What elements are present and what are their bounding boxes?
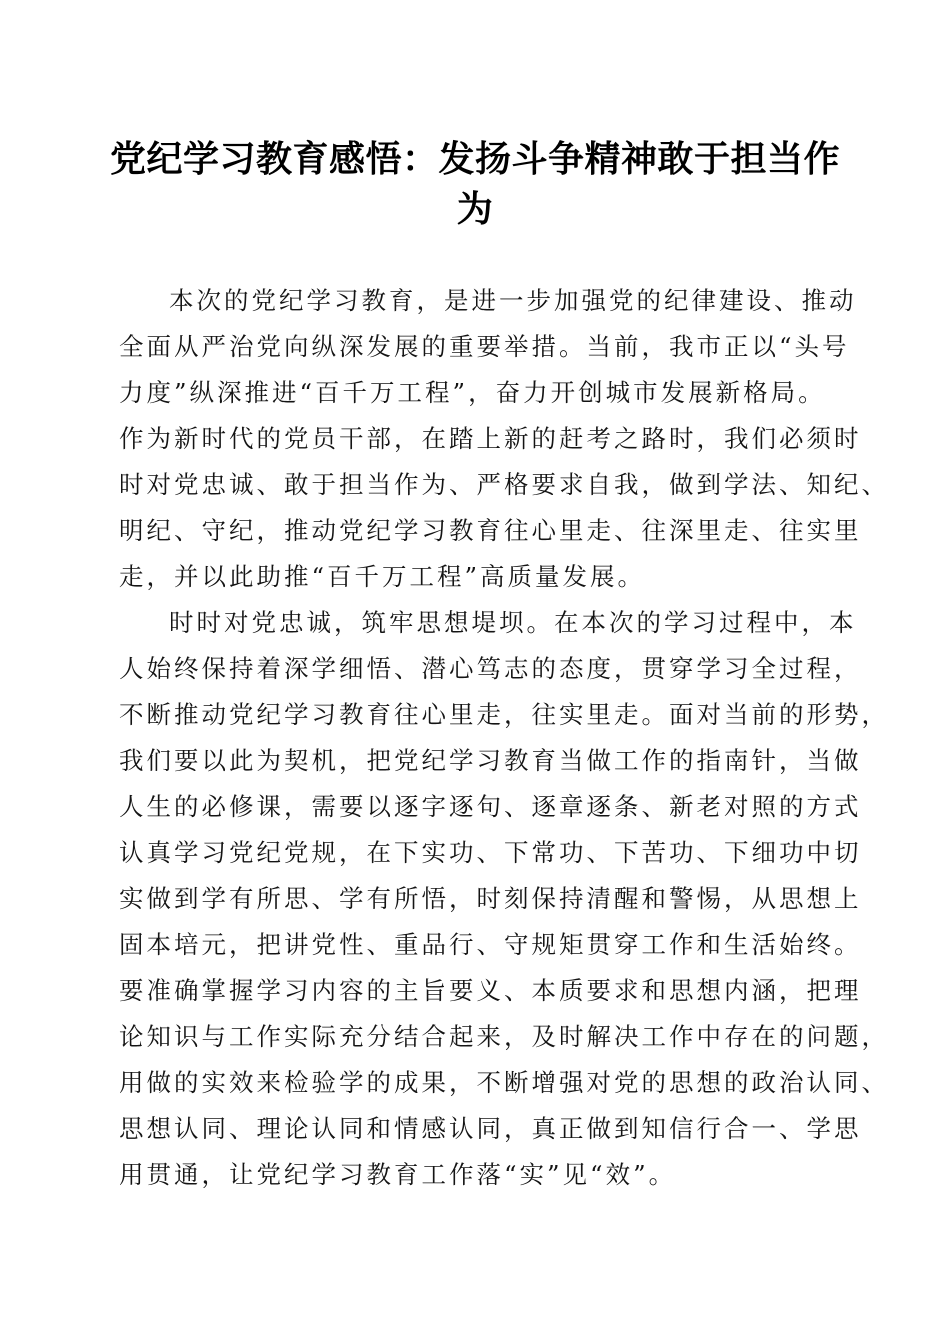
text-line: 明纪、守纪，推动党纪学习教育往心里走、往深里走、往实里	[119, 516, 862, 545]
text-line: 作为新时代的党员干部，在踏上新的赶考之路时，我们必须时	[119, 424, 862, 453]
title-line: 党纪学习教育感悟：发扬斗争精神敢于担当作	[109, 138, 840, 180]
paragraph-1	[119, 278, 889, 600]
text-line: 时对党忠诚、敢于担当作为、严格要求自我，做到学法、知纪、	[119, 470, 889, 499]
text-line: 人生的必修课，需要以逐字逐句、逐章逐条、新老对照的方式	[119, 792, 862, 821]
text-line: 不断推动党纪学习教育往心里走，往实里走。面对当前的形势，	[119, 700, 889, 729]
text-line: 固本培元，把讲党性、重品行、守规矩贯穿工作和生活始终。	[119, 930, 862, 959]
text-line: 要准确掌握学习内容的主旨要义、本质要求和思想内涵，把理	[119, 976, 862, 1005]
document-body	[119, 278, 889, 1198]
text-line: 走，并以此助推“百千万工程”高质量发展。	[119, 562, 646, 591]
text-line: 用贯通，让党纪学习教育工作落“实”见“效”。	[119, 1160, 677, 1189]
text-line: 认真学习党纪党规，在下实功、下常功、下苦功、下细功中切	[119, 838, 862, 867]
paragraph-2	[119, 600, 889, 1198]
text-line: 人始终保持着深学细悟、潜心笃志的态度，贯穿学习全过程，	[119, 654, 862, 683]
text-line: 时时对党忠诚，筑牢思想堤坝。在本次的学习过程中，本	[169, 608, 857, 637]
text-line: 思想认同、理论认同和情感认同，真正做到知信行合一、学思	[119, 1114, 862, 1143]
document-title	[108, 134, 842, 234]
title-line: 为	[456, 188, 494, 230]
text-line: 用做的实效来检验学的成果，不断增强对党的思想的政治认同、	[119, 1068, 889, 1097]
text-line: 本次的党纪学习教育，是进一步加强党的纪律建设、推动	[169, 286, 857, 315]
text-line: 我们要以此为契机，把党纪学习教育当做工作的指南针，当做	[119, 746, 862, 775]
text-line: 实做到学有所思、学有所悟，时刻保持清醒和警惕，从思想上	[119, 884, 862, 913]
text-line: 力度”纵深推进“百千万工程”，奋力开创城市发展新格局。	[119, 378, 826, 407]
text-line: 全面从严治党向纵深发展的重要举措。当前，我市正以“头号	[119, 332, 850, 361]
text-line: 论知识与工作实际充分结合起来，及时解决工作中存在的问题，	[119, 1022, 889, 1051]
